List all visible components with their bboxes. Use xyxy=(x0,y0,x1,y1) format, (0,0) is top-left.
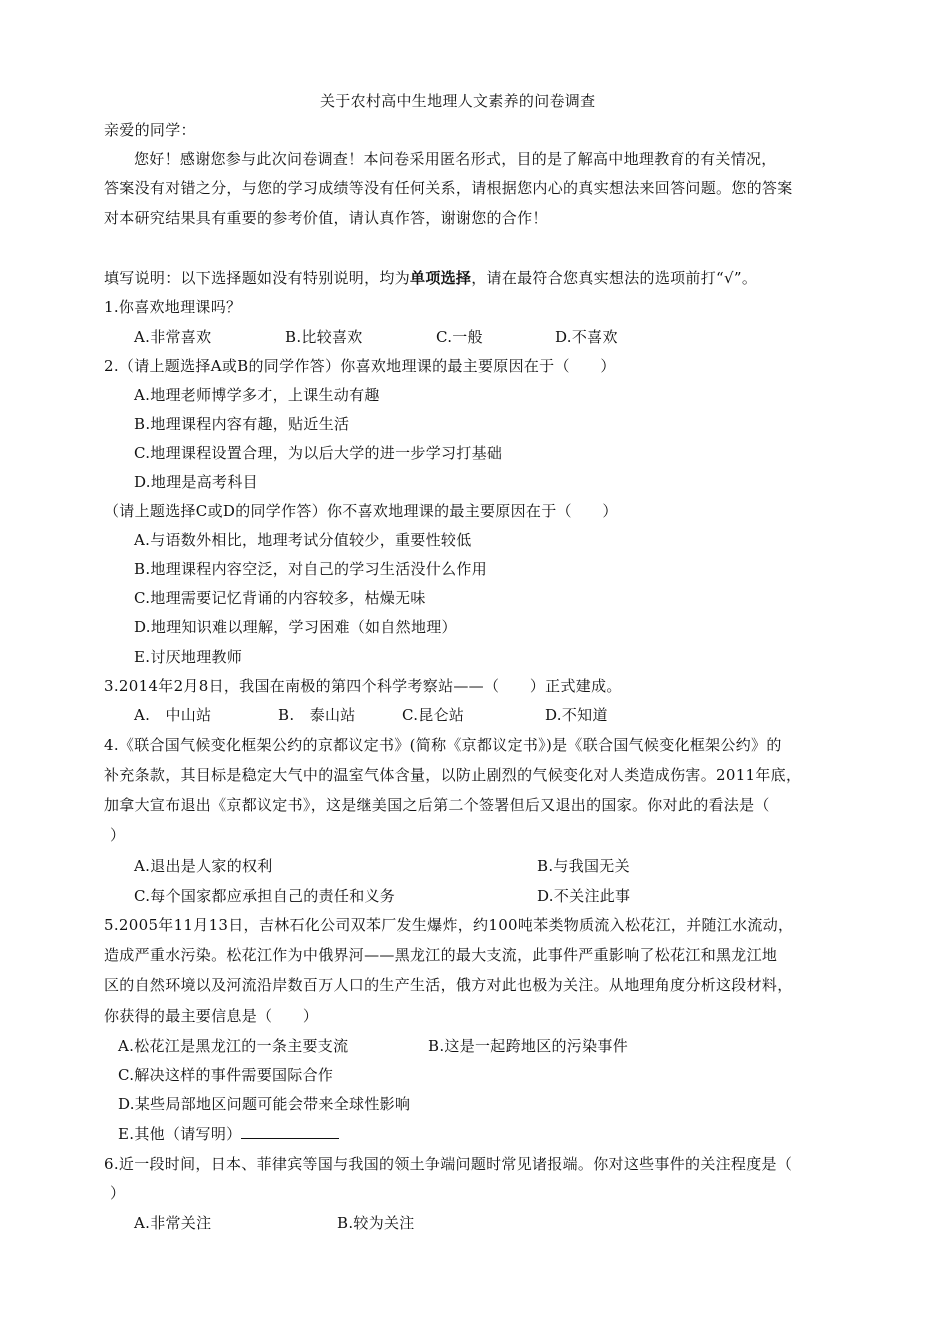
q4-option-b[interactable]: B.与我国无关 xyxy=(537,857,630,875)
q4-line-1: 4.《联合国气候变化框架公约的京都议定书》(简称《京都议定书》)是《联合国气候变化框架公约》的 xyxy=(104,736,782,754)
q1-option-c[interactable]: C.一般 xyxy=(436,328,483,346)
q5-line-2: 造成严重水污染。松花江作为中俄界河——黑龙江的最大支流，此事件严重影响了松花江和黑龙江地 xyxy=(104,946,778,964)
q2-option-b[interactable]: B.地理课程内容有趣，贴近生活 xyxy=(134,415,350,433)
q2-text: 2.（请上题选择A或B的同学作答）你喜欢地理课的最主要原因在于（ ） xyxy=(104,357,616,375)
q2-alt-option-d[interactable]: D.地理知识难以理解，学习困难（如自然地理） xyxy=(134,618,457,636)
q1-text: 1.你喜欢地理课吗？ xyxy=(104,298,242,316)
q6-line-1: 6.近一段时间，日本、菲律宾等国与我国的领土争端问题时常见诸报端。你对这些事件的关注程度是（ xyxy=(104,1155,793,1173)
q1-option-b[interactable]: B.比较喜欢 xyxy=(285,328,363,346)
q3-option-a[interactable]: A. 中山站 xyxy=(134,706,212,724)
q5-line-4: 你获得的最主要信息是（ ） xyxy=(104,1007,319,1025)
q4-line-2: 补充条款，其目标是稳定大气中的温室气体含量，以防止剧烈的气候变化对人类造成伤害。2011年底， xyxy=(104,766,802,784)
instructions xyxy=(104,268,757,288)
q5-other-blank[interactable] xyxy=(241,1124,339,1139)
q2-alt-option-a[interactable]: A.与语数外相比，地理考试分值较少，重要性较低 xyxy=(134,531,472,549)
q6-option-a[interactable]: A.非常关注 xyxy=(134,1214,212,1232)
intro-line-3: 对本研究结果具有重要的参考价值，请认真作答，谢谢您的合作！ xyxy=(104,209,548,227)
q1-option-a[interactable]: A.非常喜欢 xyxy=(134,328,212,346)
q2-alt-option-b[interactable]: B.地理课程内容空泛，对自己的学习生活没什么作用 xyxy=(134,560,487,578)
intro-line-2: 答案没有对错之分，与您的学习成绩等没有任何关系，请根据您内心的真实想法来回答问题。您的答案 xyxy=(104,179,793,197)
greeting: 亲爱的同学： xyxy=(104,121,196,139)
q5-option-b[interactable]: B.这是一起跨地区的污染事件 xyxy=(428,1037,628,1055)
intro-line-1: 您好！感谢您参与此次问卷调查！本问卷采用匿名形式，目的是了解高中地理教育的有关情况， xyxy=(134,150,777,168)
q4-line-4: ） xyxy=(110,826,126,844)
q3-option-c[interactable]: C.昆仑站 xyxy=(402,706,465,724)
instructions-post: ，请在最符合您真实想法的选项前打“√”。 xyxy=(471,269,758,287)
q3-option-d[interactable]: D.不知道 xyxy=(545,706,608,724)
instructions-bold: 单项选择 xyxy=(410,269,472,287)
q2-alt-text: （请上题选择C或D的同学作答）你不喜欢地理课的最主要原因在于（ ） xyxy=(104,502,618,520)
q1-option-d[interactable]: D.不喜欢 xyxy=(555,328,618,346)
q5-option-a[interactable]: A.松花江是黑龙江的一条主要支流 xyxy=(118,1037,349,1055)
q5-option-d[interactable]: D.某些局部地区问题可能会带来全球性影响 xyxy=(118,1095,411,1113)
q5-line-1: 5.2005年11月13日，吉林石化公司双苯厂发生爆炸，约100吨苯类物质流入松花江，并随江水流动， xyxy=(104,916,794,934)
instructions-pre: 填写说明：以下选择题如没有特别说明，均为 xyxy=(104,269,411,287)
q2-option-d[interactable]: D.地理是高考科目 xyxy=(134,473,258,491)
q4-option-a[interactable]: A.退出是人家的权利 xyxy=(134,857,273,875)
q4-option-c[interactable]: C.每个国家都应承担自己的责任和义务 xyxy=(134,887,396,905)
q2-option-c[interactable]: C.地理课程设置合理，为以后大学的进一步学习打基础 xyxy=(134,444,503,462)
q6-line-2: ） xyxy=(110,1184,126,1202)
q4-line-3: 加拿大宣布退出《京都议定书》，这是继美国之后第二个签署但后又退出的国家。你对此的看法是（ xyxy=(104,796,770,814)
q4-option-d[interactable]: D.不关注此事 xyxy=(537,887,631,905)
q6-option-b[interactable]: B.较为关注 xyxy=(337,1214,415,1232)
q5-option-e-label: E.其他（请写明） xyxy=(118,1125,242,1143)
page-title: 关于农村高中生地理人文素养的问卷调查 xyxy=(320,92,596,110)
q3-option-b[interactable]: B. 泰山站 xyxy=(278,706,356,724)
q5-option-e[interactable] xyxy=(118,1124,339,1144)
q2-alt-option-c[interactable]: C.地理需要记忆背诵的内容较多，枯燥无味 xyxy=(134,589,426,607)
q5-line-3: 区的自然环境以及河流沿岸数百万人口的生产生活，俄方对此也极为关注。从地理角度分析这段材料， xyxy=(104,976,793,994)
q5-option-c[interactable]: C.解决这样的事件需要国际合作 xyxy=(118,1066,334,1084)
q3-text: 3.2014年2月8日，我国在南极的第四个科学考察站——（ ）正式建成。 xyxy=(104,677,622,695)
q2-option-a[interactable]: A.地理老师博学多才，上课生动有趣 xyxy=(134,386,380,404)
q2-alt-option-e[interactable]: E.讨厌地理教师 xyxy=(134,648,243,666)
